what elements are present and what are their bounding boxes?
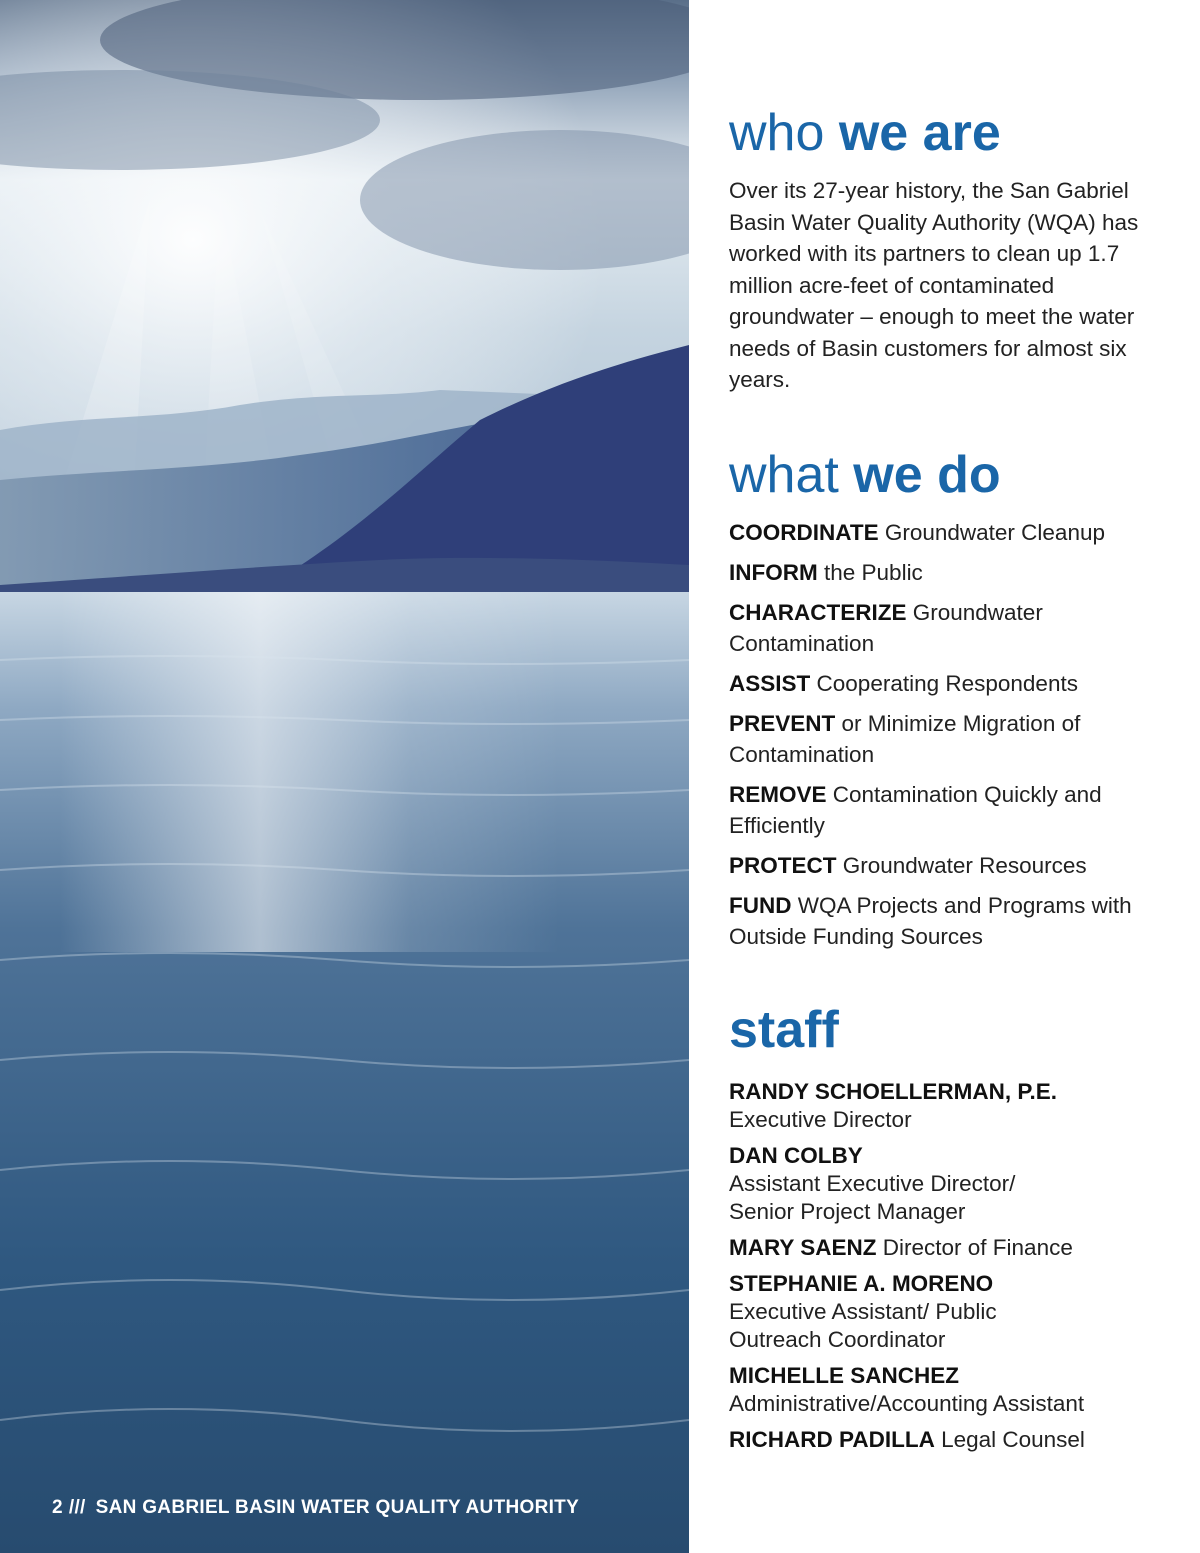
staff-name: STEPHANIE A. MORENO — [729, 1271, 994, 1296]
who-we-are-heading-light: who — [729, 104, 839, 162]
staff-role: Executive Assistant/ Public Outreach Coordinator — [729, 1299, 997, 1352]
staff-name: MICHELLE SANCHEZ — [729, 1363, 959, 1388]
list-item-verb: PREVENT — [729, 711, 836, 736]
list-item-text: WQA Projects and Programs with Outside Funding Sources — [729, 893, 1132, 949]
staff-name: RICHARD PADILLA — [729, 1427, 935, 1452]
who-we-are-heading — [729, 104, 1001, 162]
what-we-do-heading-bold: we do — [853, 446, 1001, 504]
list-item-text: the Public — [817, 560, 923, 585]
staff-member — [729, 1362, 1169, 1418]
list-item-verb: INFORM — [729, 560, 818, 585]
staff-member — [729, 1270, 1169, 1354]
who-we-are-heading-bold: we are — [838, 104, 1001, 162]
list-item-verb: COORDINATE — [729, 520, 879, 545]
staff-role: Director of Finance — [876, 1235, 1073, 1260]
staff-role: Assistant Executive Director/ Senior Project Manager — [729, 1171, 1016, 1224]
list-item-verb: ASSIST — [729, 671, 811, 696]
staff-role: Administrative/Accounting Assistant — [729, 1391, 1085, 1416]
list-item — [729, 668, 1169, 699]
staff-list — [729, 1078, 1169, 1462]
list-item-verb: REMOVE — [729, 782, 827, 807]
staff-role: Executive Director — [729, 1107, 912, 1132]
staff-name: RANDY SCHOELLERMAN, P.E. — [729, 1079, 1057, 1104]
list-item — [729, 708, 1169, 770]
list-item-verb: CHARACTERIZE — [729, 600, 907, 625]
list-item — [729, 850, 1169, 881]
what-we-do-heading-light: what — [729, 446, 854, 504]
staff-member — [729, 1078, 1169, 1134]
staff-heading — [729, 1001, 839, 1059]
page-footer — [52, 1497, 579, 1519]
list-item-text: Groundwater Contamination — [729, 600, 1043, 656]
who-we-are-body: Over its 27-year history, the San Gabriel Basin Water Quality Authority (WQA) has worked with its partners to clean up 1.7 million acre-feet of contaminated groundwater – enough to meet the water needs of Basin customers for almost six years. — [729, 178, 1139, 392]
list-item-text: Contamination Quickly and Efficiently — [729, 782, 1102, 838]
list-item — [729, 890, 1169, 952]
staff-role: Legal Counsel — [934, 1427, 1085, 1452]
list-item-text: Cooperating Respondents — [810, 671, 1078, 696]
staff-member — [729, 1234, 1169, 1262]
list-item-text: Groundwater Cleanup — [878, 520, 1105, 545]
staff-name: DAN COLBY — [729, 1143, 863, 1168]
footer-org-name: SAN GABRIEL BASIN WATER QUALITY AUTHORITY — [95, 1497, 580, 1518]
footer-separator: /// — [68, 1497, 86, 1518]
staff-name: MARY SAENZ — [729, 1235, 877, 1260]
staff-member — [729, 1426, 1169, 1454]
list-item — [729, 779, 1169, 841]
page-number: 2 — [52, 1497, 63, 1518]
list-item — [729, 597, 1169, 659]
list-item-text: Groundwater Resources — [836, 853, 1087, 878]
list-item-verb: PROTECT — [729, 853, 837, 878]
list-item — [729, 557, 1169, 588]
staff-heading-bold: staff — [729, 1001, 839, 1059]
list-item-text: or Minimize Migration of Contamination — [729, 711, 1081, 767]
what-we-do-heading — [729, 446, 1001, 504]
what-we-do-list — [729, 517, 1169, 961]
staff-member — [729, 1142, 1169, 1226]
list-item-verb: FUND — [729, 893, 792, 918]
list-item — [729, 517, 1169, 548]
